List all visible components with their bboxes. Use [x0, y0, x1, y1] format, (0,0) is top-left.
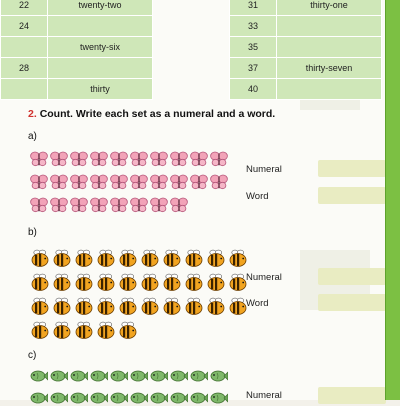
- number-word-table-left: [0, 0, 153, 100]
- table-row: [1, 0, 153, 16]
- bee-icon: [30, 320, 50, 340]
- butterfly-icon: [110, 197, 128, 213]
- fish-icon: [170, 368, 188, 384]
- fish-icon: [50, 368, 68, 384]
- butterfly-icon: [90, 197, 108, 213]
- question-number: 2.: [28, 108, 37, 120]
- fish-icon: [90, 368, 108, 384]
- table-row: [1, 16, 153, 37]
- bee-row: [30, 296, 248, 316]
- butterfly-row: [30, 151, 228, 167]
- word-cell[interactable]: [48, 16, 153, 37]
- word-cell: twenty-two: [48, 0, 153, 16]
- numeral-cell[interactable]: [1, 37, 48, 58]
- bee-icon: [162, 272, 182, 292]
- question-instruction: Count. Write each set as a numeral and a word.: [39, 108, 276, 120]
- butterfly-icon: [210, 174, 228, 190]
- word-cell[interactable]: [277, 79, 382, 100]
- butterfly-icon: [70, 174, 88, 190]
- numeral-label: Numeral: [246, 164, 282, 175]
- bee-icon: [184, 248, 204, 268]
- fish-icon: [110, 368, 128, 384]
- fish-icon: [130, 390, 148, 406]
- numeral-cell: 33: [230, 16, 277, 37]
- bee-icon: [140, 272, 160, 292]
- bee-icon: [228, 296, 248, 316]
- table-row: [1, 79, 153, 100]
- table-row: [230, 79, 382, 100]
- butterfly-icon: [130, 197, 148, 213]
- butterfly-row: [30, 174, 228, 190]
- set-b-label: b): [28, 227, 37, 238]
- bee-icon: [30, 248, 50, 268]
- bee-icon: [96, 320, 116, 340]
- numeral-cell: 35: [230, 37, 277, 58]
- butterfly-icon: [110, 174, 128, 190]
- bee-icon: [96, 248, 116, 268]
- butterfly-icon: [170, 197, 188, 213]
- bee-row: [30, 248, 248, 268]
- numeral-answer-box[interactable]: [318, 160, 386, 177]
- butterfly-icon: [170, 174, 188, 190]
- table-row: [1, 58, 153, 79]
- bee-icon: [206, 248, 226, 268]
- word-cell: thirty: [48, 79, 153, 100]
- word-cell[interactable]: [277, 16, 382, 37]
- bee-icon: [74, 296, 94, 316]
- butterfly-icon: [190, 151, 208, 167]
- butterfly-icon: [30, 174, 48, 190]
- fish-icon: [210, 368, 228, 384]
- bee-icon: [30, 296, 50, 316]
- table-row: [230, 0, 382, 16]
- number-word-table-right: [229, 0, 382, 100]
- butterfly-icon: [190, 174, 208, 190]
- word-cell[interactable]: [277, 37, 382, 58]
- bee-icon: [52, 320, 72, 340]
- bee-row: [30, 320, 138, 340]
- fish-icon: [150, 390, 168, 406]
- numeral-cell: 40: [230, 79, 277, 100]
- bee-icon: [118, 272, 138, 292]
- bee-icon: [74, 248, 94, 268]
- fish-icon: [170, 390, 188, 406]
- fish-icon: [30, 390, 48, 406]
- fish-row: [30, 368, 228, 384]
- word-answer-box[interactable]: [318, 294, 386, 311]
- numeral-cell: 37: [230, 58, 277, 79]
- table-row: [230, 16, 382, 37]
- fish-row: [30, 390, 228, 406]
- fish-icon: [150, 368, 168, 384]
- bee-icon: [228, 248, 248, 268]
- bee-icon: [52, 272, 72, 292]
- butterfly-icon: [210, 151, 228, 167]
- bee-icon: [184, 272, 204, 292]
- word-cell[interactable]: [48, 58, 153, 79]
- bee-icon: [228, 272, 248, 292]
- butterfly-icon: [110, 151, 128, 167]
- numeral-answer-box[interactable]: [318, 387, 386, 404]
- set-c-label: c): [28, 350, 37, 361]
- butterfly-icon: [150, 174, 168, 190]
- bee-icon: [162, 296, 182, 316]
- word-cell: twenty-six: [48, 37, 153, 58]
- set-a-label: a): [28, 131, 37, 142]
- butterfly-icon: [150, 197, 168, 213]
- butterfly-icon: [90, 151, 108, 167]
- fish-icon: [50, 390, 68, 406]
- fish-icon: [70, 390, 88, 406]
- fish-icon: [70, 368, 88, 384]
- butterfly-icon: [70, 197, 88, 213]
- bee-icon: [30, 272, 50, 292]
- butterfly-icon: [30, 197, 48, 213]
- question-heading: [28, 108, 275, 120]
- numeral-label: Numeral: [246, 272, 282, 283]
- bee-icon: [96, 296, 116, 316]
- butterfly-icon: [150, 151, 168, 167]
- word-answer-box[interactable]: [318, 187, 386, 204]
- word-label: Word: [246, 191, 269, 202]
- word-cell: thirty-seven: [277, 58, 382, 79]
- bee-icon: [118, 296, 138, 316]
- page-edge-strip: [385, 0, 400, 400]
- bee-icon: [118, 320, 138, 340]
- word-cell: thirty-one: [277, 0, 382, 16]
- fish-icon: [210, 390, 228, 406]
- bee-icon: [206, 272, 226, 292]
- numeral-cell[interactable]: [1, 79, 48, 100]
- butterfly-icon: [170, 151, 188, 167]
- fish-icon: [90, 390, 108, 406]
- fish-icon: [110, 390, 128, 406]
- bee-icon: [52, 296, 72, 316]
- bee-row: [30, 272, 248, 292]
- bee-icon: [96, 272, 116, 292]
- bee-icon: [162, 248, 182, 268]
- bee-icon: [140, 248, 160, 268]
- bee-icon: [52, 248, 72, 268]
- bee-icon: [184, 296, 204, 316]
- numeral-label: Numeral: [246, 390, 282, 401]
- butterfly-row: [30, 197, 188, 213]
- butterfly-icon: [50, 151, 68, 167]
- bee-icon: [74, 272, 94, 292]
- fish-icon: [130, 368, 148, 384]
- fish-icon: [30, 368, 48, 384]
- bee-icon: [140, 296, 160, 316]
- numeral-cell: 28: [1, 58, 48, 79]
- table-row: [230, 58, 382, 79]
- numeral-cell: 31: [230, 0, 277, 16]
- bee-icon: [74, 320, 94, 340]
- numeral-answer-box[interactable]: [318, 268, 386, 285]
- butterfly-icon: [50, 197, 68, 213]
- table-row: [230, 37, 382, 58]
- word-label: Word: [246, 298, 269, 309]
- butterfly-icon: [50, 174, 68, 190]
- numeral-cell: 24: [1, 16, 48, 37]
- numeral-cell: 22: [1, 0, 48, 16]
- fish-icon: [190, 368, 208, 384]
- butterfly-icon: [70, 151, 88, 167]
- butterfly-icon: [30, 151, 48, 167]
- table-row: [1, 37, 153, 58]
- butterfly-icon: [90, 174, 108, 190]
- butterfly-icon: [130, 151, 148, 167]
- bee-icon: [118, 248, 138, 268]
- butterfly-icon: [130, 174, 148, 190]
- bee-icon: [206, 296, 226, 316]
- fish-icon: [190, 390, 208, 406]
